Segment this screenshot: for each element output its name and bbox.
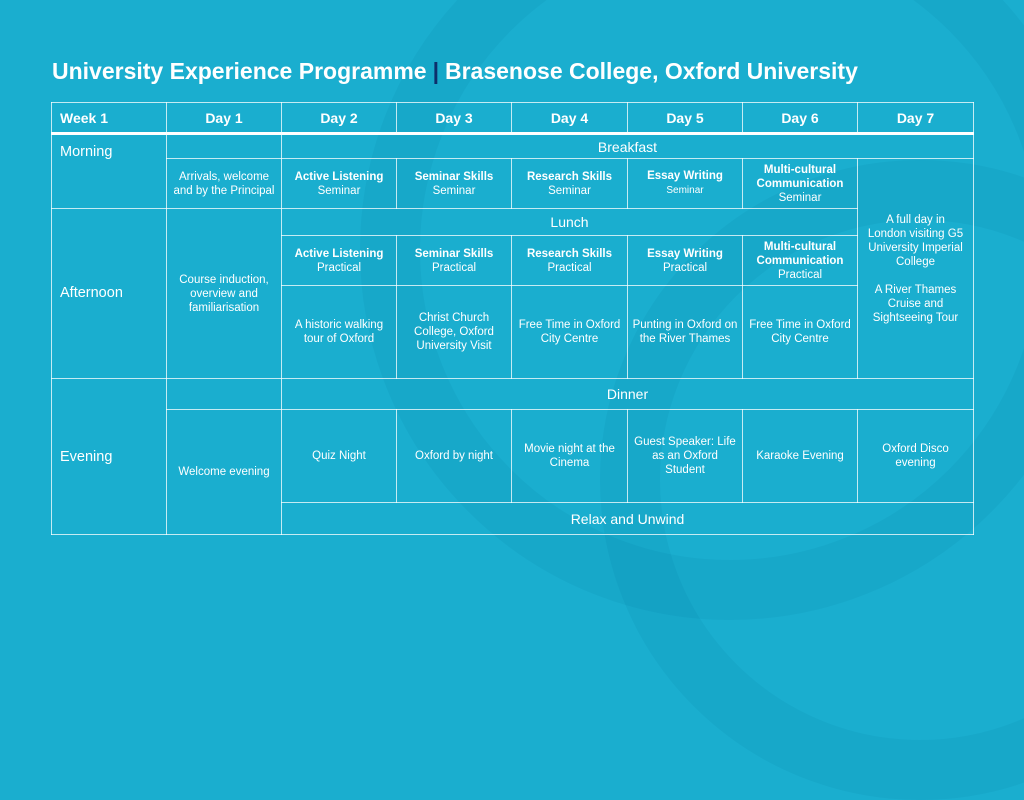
title-sub: Brasenose College, Oxford University [445,58,858,84]
table-row [52,209,974,236]
seminar-sub: Seminar [778,191,822,204]
seminar-cell [397,159,512,209]
evening-cell: Movie night at the Cinema [512,410,628,503]
seminar-sub: Seminar [548,184,591,197]
day7-line2: A River Thames Cruise and Sightseeing Tour [872,283,959,324]
practical-cell [628,236,743,286]
band-dinner: Dinner [282,379,974,410]
schedule-table [51,102,974,535]
seminar-title: Research Skills [526,170,613,183]
header-day-7: Day 7 [858,103,974,134]
activity-cell: A historic walking tour of Oxford [282,286,397,379]
seminar-title: Active Listening [294,170,384,183]
practical-sub: Practical [316,261,362,274]
seminar-title: Multi-cultural Communication [756,163,844,190]
practical-sub: Practical [662,261,708,274]
seminar-sub: Seminar [432,184,476,197]
band-breakfast: Breakfast [282,134,974,159]
header-day-3: Day 3 [397,103,512,134]
header-day-6: Day 6 [743,103,858,134]
table-row [52,159,974,209]
practical-cell [397,236,512,286]
band-relax: Relax and Unwind [282,503,974,535]
seminar-cell [512,159,628,209]
activity-cell: Christ Church College, Oxford University Visit [397,286,512,379]
table-row [52,134,974,159]
day1-afternoon: Course induction, overview and familiarisation [167,209,282,379]
seminar-cell [743,159,858,209]
header-day-5: Day 5 [628,103,743,134]
practical-title: Active Listening [294,247,384,260]
empty-cell [167,134,282,159]
day1-morning: Arrivals, welcome and by the Principal [167,159,282,209]
practical-title: Multi-cultural Communication [756,240,844,267]
activity-cell: Free Time in Oxford City Centre [512,286,628,379]
practical-sub: Practical [777,268,823,281]
day7-line1: A full day in London visiting G5 University Imperial College [867,213,964,268]
header-day-2: Day 2 [282,103,397,134]
seminar-sub: Seminar [317,184,361,197]
evening-cell: Oxford by night [397,410,512,503]
seminar-sub: Seminar [666,185,704,196]
seminar-title: Seminar Skills [414,170,494,183]
evening-cell: Guest Speaker: Life as an Oxford Student [628,410,743,503]
seminar-title: Essay Writing [647,170,723,182]
period-morning: Morning [52,134,167,209]
practical-cell [282,236,397,286]
day1-evening: Welcome evening [167,410,282,535]
practical-cell [512,236,628,286]
period-afternoon: Afternoon [52,209,167,379]
activity-cell: Punting in Oxford on the River Thames [628,286,743,379]
seminar-cell [282,159,397,209]
practical-title: Seminar Skills [414,247,494,260]
evening-cell: Quiz Night [282,410,397,503]
practical-title: Research Skills [526,247,613,260]
practical-title: Essay Writing [647,247,723,260]
practical-sub: Practical [547,261,592,274]
band-lunch: Lunch [282,209,858,236]
table-row [52,410,974,503]
period-evening: Evening [52,379,167,535]
header-row [52,103,974,134]
empty-cell [167,379,282,410]
header-day-4: Day 4 [512,103,628,134]
table-row [52,379,974,410]
evening-cell: Oxford Disco evening [858,410,974,503]
header-day-1: Day 1 [167,103,282,134]
day7-excursion [858,159,974,379]
header-week: Week 1 [52,103,167,134]
title-main: University Experience Programme [52,58,427,84]
page-title [52,58,858,85]
activity-cell: Free Time in Oxford City Centre [743,286,858,379]
evening-cell: Karaoke Evening [743,410,858,503]
seminar-cell [628,159,743,209]
practical-cell [743,236,858,286]
practical-sub: Practical [431,261,477,274]
title-separator: | [432,58,439,84]
